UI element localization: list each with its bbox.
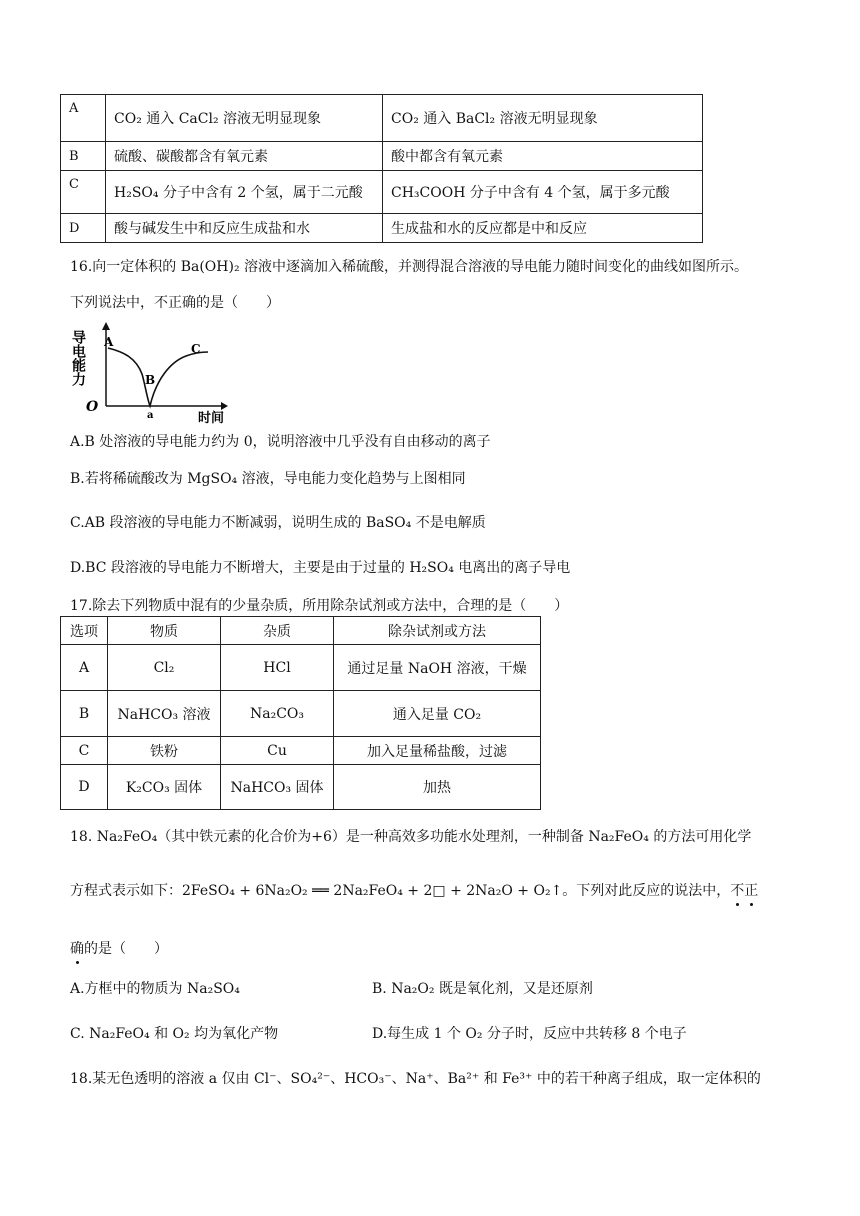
q18-equation-line [70, 880, 758, 900]
table-row [61, 214, 703, 243]
q18-option-a: A.方框中的物质为 Na₂SO₄ [70, 981, 240, 997]
impurity-table [60, 616, 541, 810]
x-arrow [221, 402, 228, 410]
q16-option-b: B.若将稀硫酸改为 MgSO₄ 溶液，导电能力变化趋势与上图相同 [70, 471, 466, 487]
left-cell: H₂SO₄ 分子中含有 2 个氢，属于二元酸 [106, 171, 383, 214]
cell: NaHCO₃ 固体 [221, 765, 334, 810]
cell: Cu [221, 737, 334, 765]
comparison-table [60, 94, 703, 243]
right-cell: 酸中都含有氧元素 [383, 142, 703, 171]
point-a-small-label: a [147, 410, 154, 421]
x-label: 时间 [198, 411, 225, 426]
cell: 加入足量稀盐酸，过滤 [334, 737, 541, 765]
cell: NaHCO₃ 溶液 [108, 691, 221, 737]
cell: 铁粉 [108, 737, 221, 765]
table-row [61, 171, 703, 214]
q19-stem: 18.某无色透明的溶液 a 仅由 Cl⁻、SO₄²⁻、HCO₃⁻、Na⁺、Ba²⁺ 和 Fe³⁺ 中的若干种离子组成，取一定体积的 [70, 1071, 761, 1087]
emphasis-char: 确 [70, 941, 84, 957]
option-cell: B [61, 142, 106, 171]
table-row [61, 142, 703, 171]
q18-stem: 18. Na₂FeO₄（其中铁元素的化合价为+6）是一种高效多功能水处理剂，一种制备 Na₂FeO₄ 的方法可用化学 [70, 829, 752, 845]
table-row [61, 691, 541, 737]
q18-option-c: C. Na₂FeO₄ 和 O₂ 均为氧化产物 [70, 1026, 279, 1042]
cell: HCl [221, 645, 334, 691]
cell: 加热 [334, 765, 541, 810]
q16-option-a: A.B 处溶液的导电能力约为 0，说明溶液中几乎没有自由移动的离子 [70, 434, 491, 450]
conductivity-graph [70, 318, 238, 426]
table-row [61, 765, 541, 810]
conductivity-curve [108, 348, 208, 406]
header-option: 选项 [61, 617, 108, 645]
left-cell: 酸与碱发生中和反应生成盐和水 [106, 214, 383, 243]
y-label: 导电能力 [70, 330, 86, 386]
cell: K₂CO₃ 固体 [108, 765, 221, 810]
table-row [61, 95, 703, 142]
q16-option-d: D.BC 段溶液的导电能力不断增大，主要是由于过量的 H₂SO₄ 电离出的离子导电 [70, 560, 571, 576]
cell: Cl₂ [108, 645, 221, 691]
table-row [61, 737, 541, 765]
q18-stem-tail: 的是（ ） [84, 941, 168, 957]
q16-option-c: C.AB 段溶液的导电能力不断减弱，说明生成的 BaSO₄ 不是电解质 [70, 515, 486, 531]
cell: B [61, 691, 108, 737]
cell: 通入足量 CO₂ [334, 691, 541, 737]
left-cell: 硫酸、碳酸都含有氧元素 [106, 142, 383, 171]
cell: D [61, 765, 108, 810]
q18-option-b: B. Na₂O₂ 既是氧化剂，又是还原剂 [372, 981, 593, 997]
emphasis-char: 正 [744, 883, 759, 899]
right-cell: CH₃COOH 分子中含有 4 个氢，属于多元酸 [383, 171, 703, 214]
table-header-row [61, 617, 541, 645]
option-cell: A [61, 95, 106, 142]
option-cell: D [61, 214, 106, 243]
right-cell: CO₂ 通入 BaCl₂ 溶液无明显现象 [383, 95, 703, 142]
header-impurity: 杂质 [221, 617, 334, 645]
table-row [61, 645, 541, 691]
q18-equation: 方程式表示如下：2FeSO₄ + 6Na₂O₂ ══ 2Na₂FeO₄ + 2□ + 2Na₂O + O₂↑。下列对此反应的说法中， [70, 883, 731, 899]
q18-stem-end [70, 938, 168, 958]
option-cell: C [61, 171, 106, 214]
point-c-label: C [191, 342, 201, 356]
origin-label: O [86, 399, 99, 415]
cell: Na₂CO₃ [221, 691, 334, 737]
point-b-label: B [145, 373, 156, 387]
header-substance: 物质 [108, 617, 221, 645]
q18-option-d: D.每生成 1 个 O₂ 分子时，反应中共转移 8 个电子 [372, 1026, 687, 1042]
left-cell: CO₂ 通入 CaCl₂ 溶液无明显现象 [106, 95, 383, 142]
cell: A [61, 645, 108, 691]
emphasis-char: 不 [730, 883, 745, 899]
cell: 通过足量 NaOH 溶液，干燥 [334, 645, 541, 691]
right-cell: 生成盐和水的反应都是中和反应 [383, 214, 703, 243]
y-arrow [102, 322, 110, 330]
q16-stem: 16.向一定体积的 Ba(OH)₂ 溶液中逐滴加入稀硫酸，并测得混合溶液的导电能力随时间变化的曲线如图所示。 [70, 259, 749, 275]
header-method: 除杂试剂或方法 [334, 617, 541, 645]
q17-stem: 17.除去下列物质中混有的少量杂质，所用除杂试剂或方法中，合理的是（ ） [70, 598, 569, 614]
q16-stem-2: 下列说法中，不正确的是（ ） [70, 295, 280, 311]
cell: C [61, 737, 108, 765]
point-a-label: A [104, 335, 114, 349]
